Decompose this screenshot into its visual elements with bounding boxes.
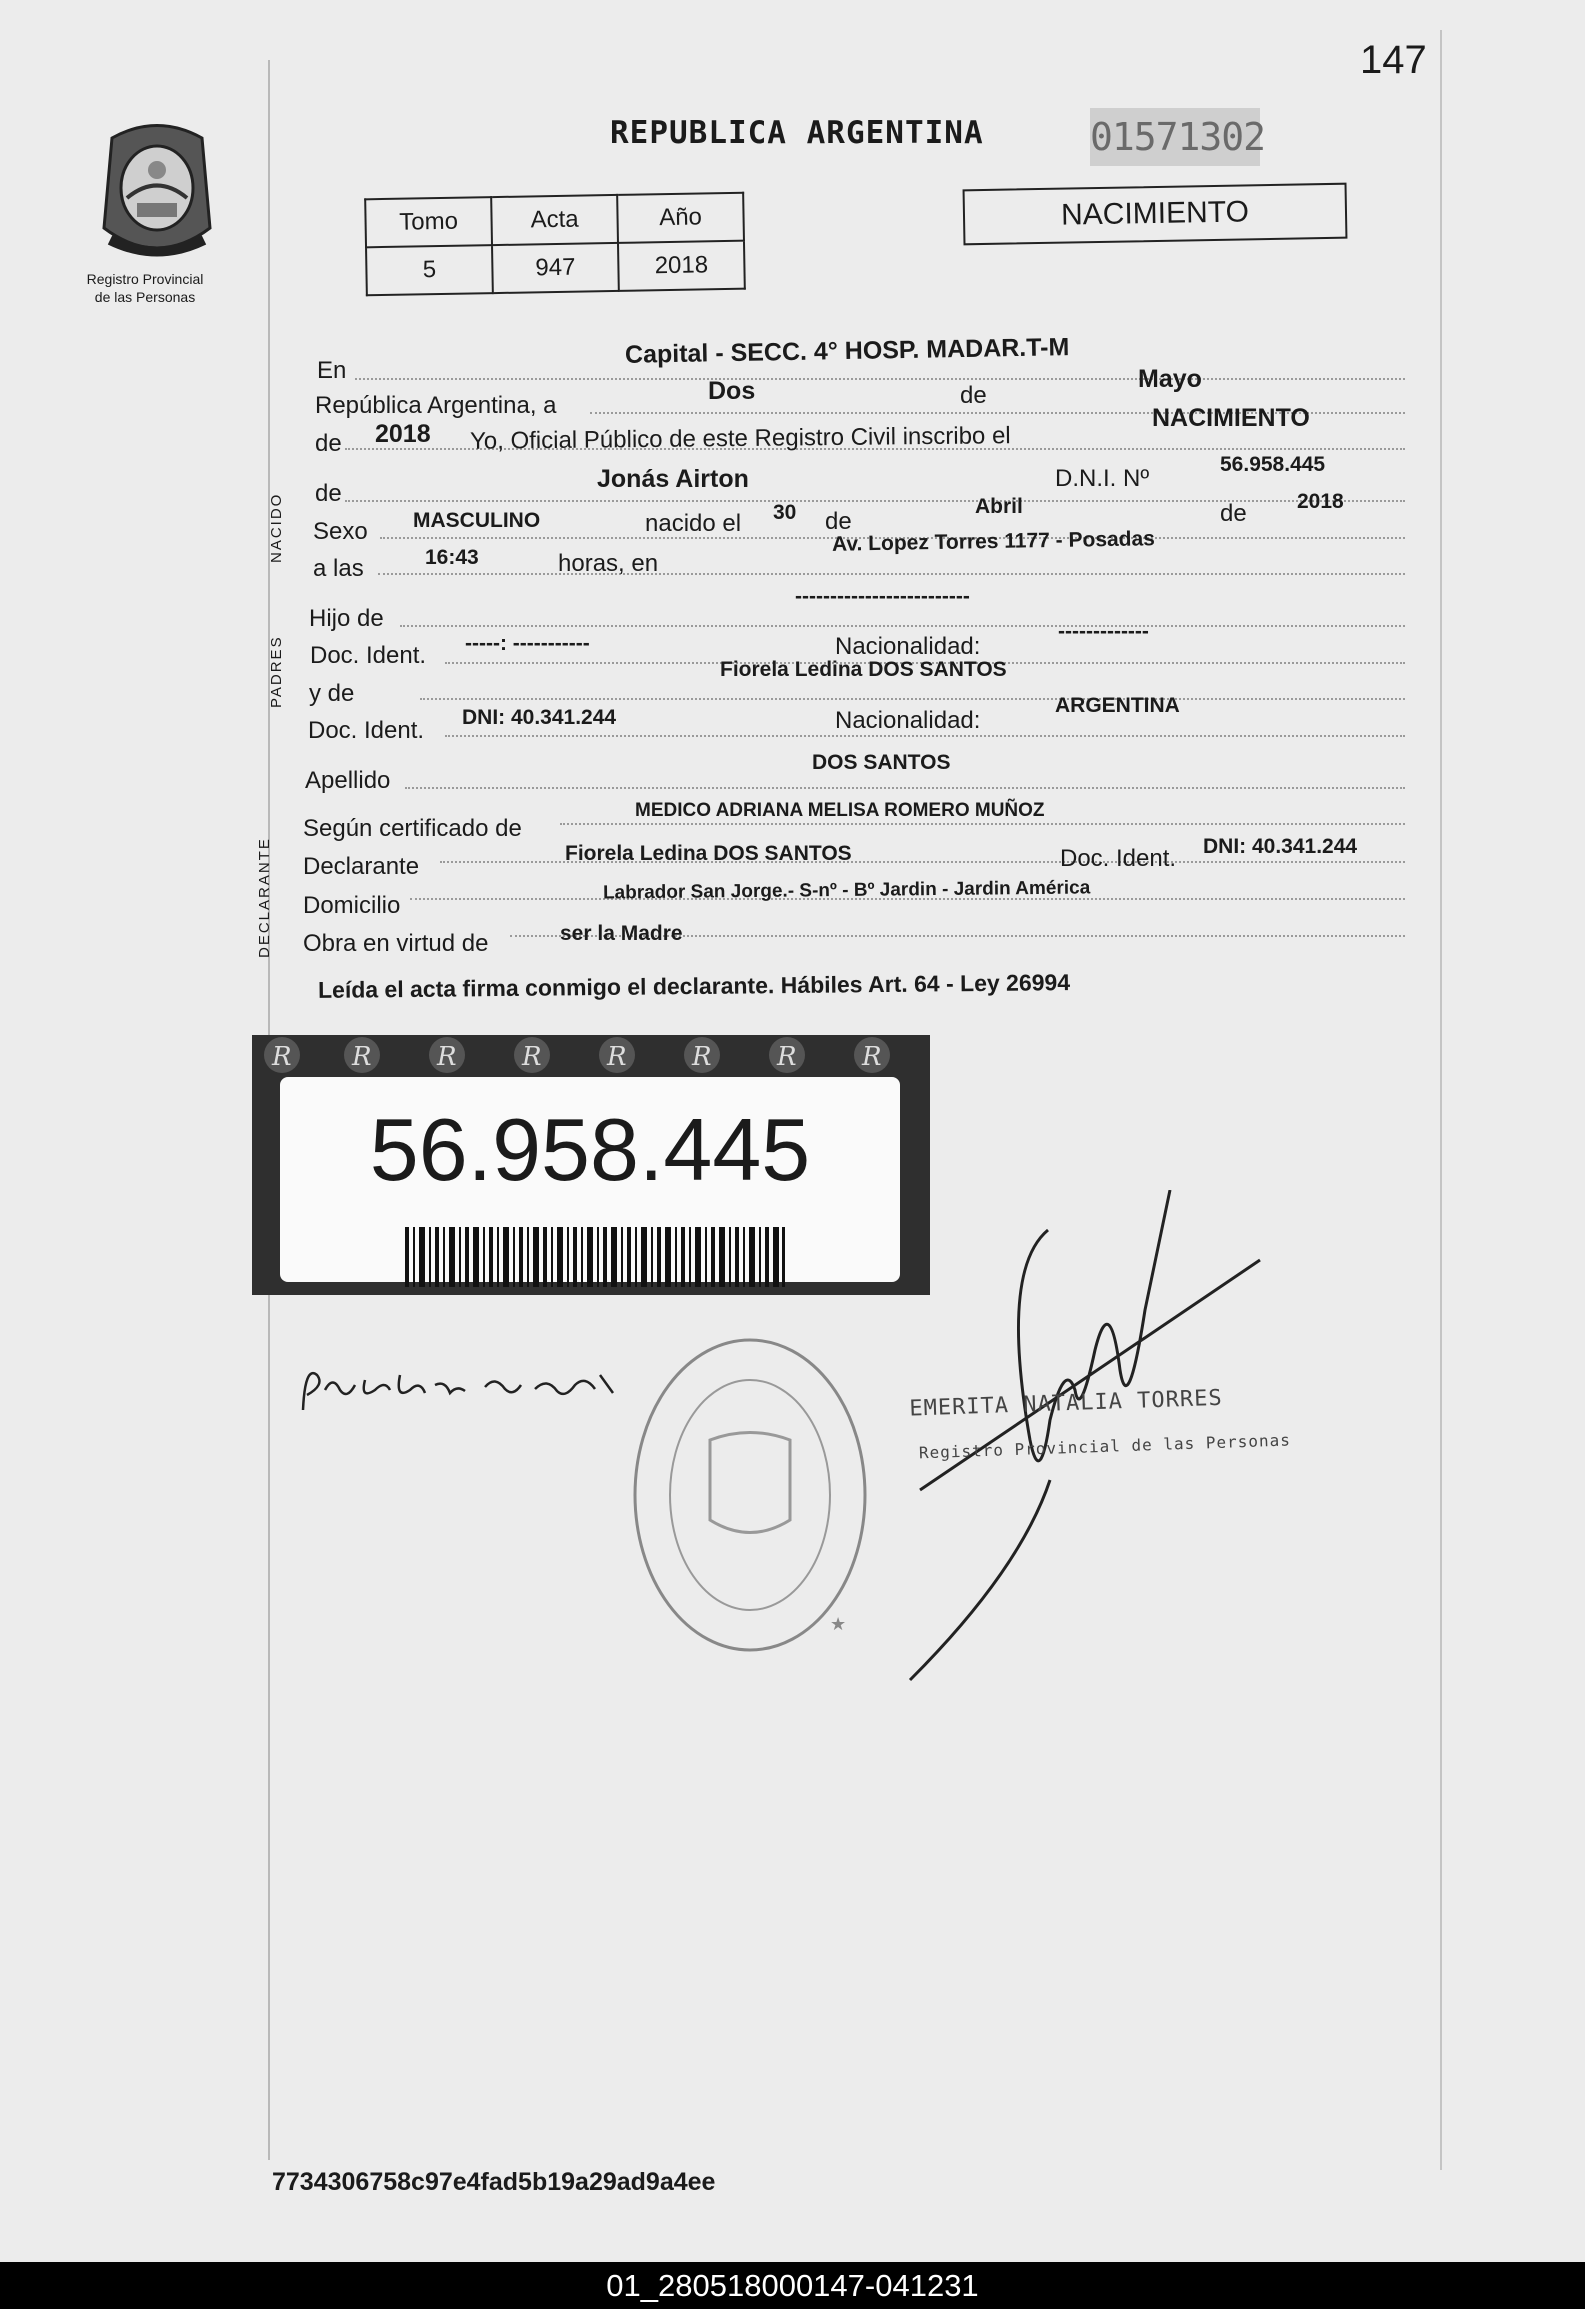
value-registration-month: Mayo bbox=[1138, 365, 1202, 393]
value-child-name: Jonás Airton bbox=[597, 465, 749, 493]
side-label-nacido: NACIDO bbox=[268, 492, 285, 563]
label-a-las: a las bbox=[313, 555, 364, 582]
value-mother-nationality: ARGENTINA bbox=[1055, 694, 1180, 717]
serial-number: 01571302 bbox=[1090, 108, 1260, 166]
label-declarante: Declarante bbox=[303, 853, 420, 880]
value-mother-name: Fiorela Ledina DOS SANTOS bbox=[720, 658, 1007, 681]
label-sexo: Sexo bbox=[313, 518, 368, 545]
label-en: En bbox=[317, 357, 347, 384]
barcode-icon bbox=[405, 1227, 785, 1287]
value-sex: MASCULINO bbox=[413, 509, 541, 532]
value-birth-year: 2018 bbox=[1297, 490, 1344, 513]
sticker-label bbox=[280, 1077, 900, 1282]
value-birth-day: 30 bbox=[773, 501, 797, 524]
svg-text:R: R bbox=[437, 1042, 457, 1072]
value-place: Capital - SECC. 4° HOSP. MADAR.T-M bbox=[624, 333, 1070, 369]
value-acts-as: ser la Madre bbox=[560, 922, 683, 945]
svg-text:R: R bbox=[522, 1042, 542, 1072]
value-registration-day: Dos bbox=[708, 377, 756, 405]
value-declarant-doc: DNI: 40.341.244 bbox=[1203, 835, 1358, 858]
label-hijo-de: Hijo de bbox=[309, 605, 384, 632]
value-certificate-by: MEDICO ADRIANA MELISA ROMERO MUÑOZ bbox=[635, 800, 1045, 821]
table-value-ano: 2018 bbox=[618, 241, 745, 291]
label-domicilio: Domicilio bbox=[303, 892, 401, 919]
footer-id: 01_280518000147-041231 bbox=[0, 2262, 1585, 2309]
round-stamp-icon bbox=[630, 1330, 870, 1660]
label-nacido-el: nacido el bbox=[645, 510, 742, 537]
document-hash: 7734306758c97e4fad5b19a29ad9a4ee bbox=[272, 2168, 716, 2196]
value-birth-time: 16:43 bbox=[425, 546, 479, 569]
right-margin-line bbox=[1440, 30, 1442, 2170]
sticker-pattern-icon bbox=[252, 1035, 930, 1077]
sticker-number: 56.958.445 bbox=[369, 1100, 811, 1199]
svg-text:R: R bbox=[692, 1042, 712, 1072]
value-father-name: ------------------------- bbox=[795, 585, 970, 608]
value-registration-year: 2018 bbox=[375, 420, 431, 448]
label-de-birth-month: de bbox=[825, 508, 852, 535]
label-de-name: de bbox=[315, 480, 342, 507]
svg-text:R: R bbox=[862, 1042, 882, 1072]
dni-sticker bbox=[252, 1035, 930, 1295]
province-seal-icon bbox=[92, 118, 222, 268]
table-header-tomo: Tomo bbox=[365, 197, 492, 247]
table-value-acta: 947 bbox=[492, 243, 619, 293]
label-de-year: de bbox=[315, 430, 342, 457]
label-republica: República Argentina, a bbox=[315, 392, 557, 419]
label-doc-ident-declarant: Doc. Ident. bbox=[1060, 845, 1177, 872]
label-horas-en: horas, en bbox=[558, 550, 659, 577]
record-table bbox=[364, 192, 746, 297]
value-mother-doc: DNI: 40.341.244 bbox=[462, 706, 617, 729]
label-doc-ident-mother: Doc. Ident. bbox=[308, 717, 425, 744]
table-header-ano: Año bbox=[617, 193, 744, 243]
declarant-signature-icon bbox=[295, 1345, 635, 1425]
label-nacionalidad-father: Nacionalidad: bbox=[835, 633, 981, 660]
label-de-month: de bbox=[960, 382, 987, 409]
official-stamp bbox=[909, 1383, 1291, 1462]
seal-caption: Registro Provincial de las Personas bbox=[86, 271, 204, 305]
value-birth-month: Abril bbox=[975, 495, 1023, 518]
label-obra-en-virtud: Obra en virtud de bbox=[303, 930, 489, 957]
label-y-de: y de bbox=[309, 680, 355, 707]
value-declarant-name: Fiorela Ledina DOS SANTOS bbox=[565, 842, 852, 865]
official-stamp-line2: Registro Provincial de las Personas bbox=[918, 1430, 1292, 1463]
official-stamp-name: EMERITA NATALIA TORRES bbox=[908, 1385, 1224, 1422]
label-yo-oficial: Yo, Oficial Público de este Registro Civil inscribo el bbox=[469, 422, 1011, 455]
label-doc-ident-father: Doc. Ident. bbox=[310, 642, 427, 669]
side-label-declarante: DECLARANTE bbox=[256, 837, 273, 958]
value-birth-place: Av. Lopez Torres 1177 - Posadas bbox=[831, 527, 1156, 556]
label-nacionalidad-mother: Nacionalidad: bbox=[835, 707, 981, 734]
legal-text: Leída el acta firma conmigo el declarante. Hábiles Art. 64 - Ley 26994 bbox=[317, 969, 1071, 1003]
country-title: REPUBLICA ARGENTINA bbox=[610, 115, 984, 151]
label-de-birth-year: de bbox=[1220, 500, 1247, 527]
value-address: Labrador San Jorge.- S-nº - Bº Jardin - Jardin América bbox=[602, 877, 1091, 904]
side-label-padres: PADRES bbox=[268, 635, 285, 708]
record-type-box: NACIMIENTO bbox=[963, 183, 1348, 246]
value-father-doc: -----: ----------- bbox=[465, 632, 590, 655]
value-record-kind: NACIMIENTO bbox=[1152, 404, 1310, 432]
svg-text:R: R bbox=[352, 1042, 372, 1072]
value-surname: DOS SANTOS bbox=[812, 751, 951, 774]
table-value-tomo: 5 bbox=[366, 245, 493, 295]
svg-text:★: ★ bbox=[830, 1614, 847, 1634]
label-segun-certificado: Según certificado de bbox=[303, 815, 522, 842]
svg-text:R: R bbox=[272, 1042, 292, 1072]
label-dni: D.N.I. Nº bbox=[1055, 465, 1150, 492]
svg-text:R: R bbox=[607, 1042, 627, 1072]
value-child-dni: 56.958.445 bbox=[1220, 453, 1326, 476]
label-apellido: Apellido bbox=[305, 767, 391, 794]
table-header-acta: Acta bbox=[491, 195, 618, 245]
page-number: 147 bbox=[1360, 38, 1427, 82]
svg-text:R: R bbox=[777, 1042, 797, 1072]
value-father-nationality: ------------- bbox=[1058, 620, 1149, 643]
